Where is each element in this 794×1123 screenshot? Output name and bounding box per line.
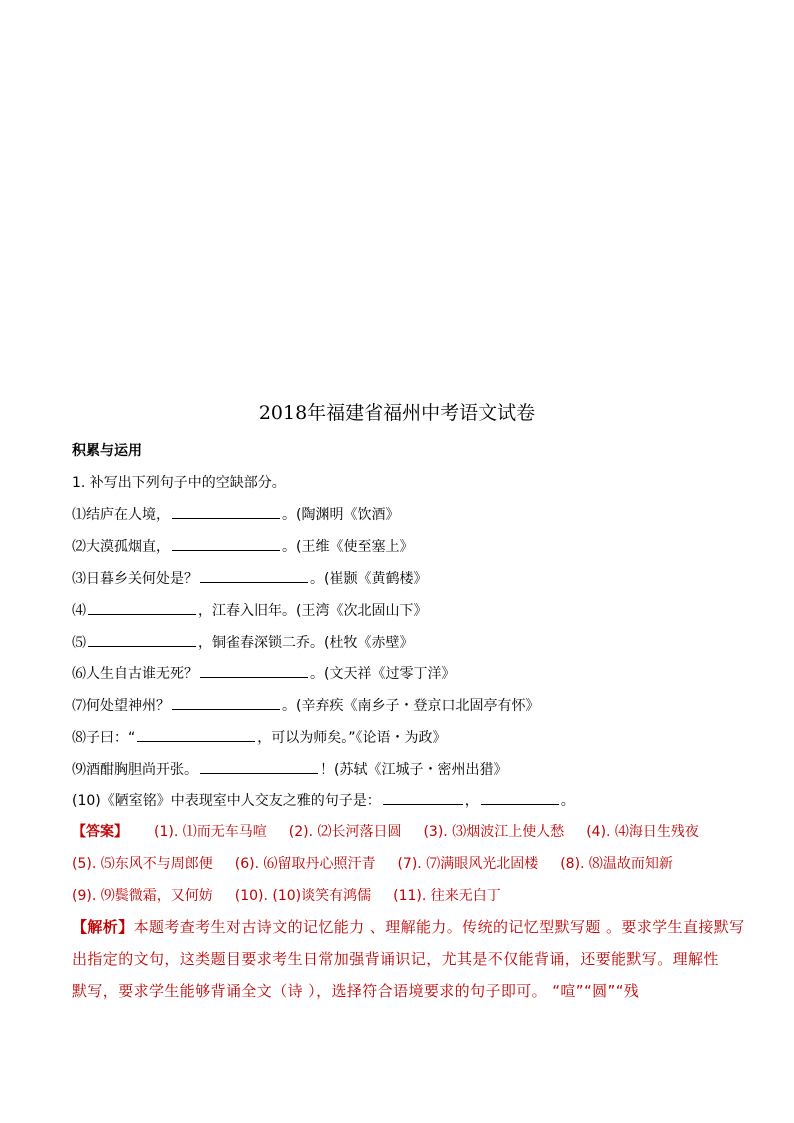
fill-item-source: 。(辛弃疾《南乡子・登京口北固亭有怀》 [282, 698, 540, 714]
fill-item-3 [72, 568, 427, 589]
page-title: 2018年福建省福州中考语文试卷 [258, 402, 536, 424]
fill-item-source: ！(苏轼《江城子・密州出猎》 [320, 762, 508, 778]
fill-item-end: 。 [560, 793, 575, 809]
answer-item: (7). ⑺满眼风光北固楼 [397, 856, 539, 872]
fill-item-text: ⑵大漠孤烟直， [72, 539, 170, 555]
answer-blank[interactable] [172, 536, 280, 551]
fill-item-text: ⑹人生自古谁无死？ [72, 666, 198, 682]
fill-item-source: 。(王维《使至塞上》 [282, 539, 414, 555]
answer-item: (10). (10)谈笑有鸿儒 [234, 888, 372, 904]
section-heading: 积累与运用 [72, 443, 142, 459]
answer-blank[interactable] [200, 568, 308, 583]
fill-item-text: ⑼酒酣胸胆尚开张。 [72, 762, 198, 778]
answer-blank[interactable] [88, 600, 196, 615]
fill-item-text: ⑺何处望神州？ [72, 698, 170, 714]
answer-row-2 [72, 854, 673, 874]
fill-item-text: ⑸ [72, 635, 86, 651]
fill-item-7 [72, 695, 539, 716]
answer-row-3 [72, 886, 501, 906]
fill-item-6 [72, 663, 455, 684]
fill-item-text: ⑷ [72, 603, 86, 619]
answer-item: (6). ⑹留取丹心照汗青 [234, 856, 376, 872]
answer-item: (4). ⑷海日生残夜 [586, 824, 699, 840]
fill-item-source: 。(崔颢《黄鹤楼》 [310, 571, 428, 587]
question-prompt: 1. 补写出下列句子中的空缺部分。 [72, 475, 286, 491]
fill-item-text: (10)《陋室铭》中表现室中人交友之雅的句子是： [72, 793, 381, 809]
answer-item: (1). ⑴而无车马喧 [154, 824, 267, 840]
fill-item-source: ，可以为师矣。”《论语・为政》 [257, 730, 447, 746]
fill-item-2 [72, 536, 413, 557]
answer-blank[interactable] [172, 504, 280, 519]
fill-item-8 [72, 727, 447, 748]
answer-item: (5). ⑸东风不与周郎便 [72, 856, 213, 872]
fill-item-separator: ， [464, 793, 479, 809]
answer-blank[interactable] [383, 790, 463, 805]
answer-blank[interactable] [200, 759, 318, 774]
answer-blank[interactable] [172, 695, 280, 710]
answer-item: (3). ⑶烟波江上使人愁 [423, 824, 565, 840]
fill-item-10 [72, 790, 575, 811]
answer-item: (2). ⑵长河落日圆 [288, 824, 402, 840]
analysis-text: 本题考查考生对古诗文的记忆能力 、理解能力。传统的记忆型默写题 。要求学生直接默写 [133, 918, 745, 936]
answer-item: (8). ⑻温故而知新 [560, 856, 673, 872]
fill-item-1 [72, 504, 399, 525]
fill-item-9 [72, 759, 507, 780]
analysis-line-3: 默写，要求学生能够背诵全文（诗 ），选择符合语境要求的句子即可。 “喧”“圆”“残 [72, 982, 640, 1000]
fill-item-text: ⑴结庐在人境， [72, 507, 170, 523]
answer-item: (9). ⑼鬓微霜，又何妨 [72, 888, 213, 904]
fill-item-text: ⑻子曰：“ [72, 730, 136, 746]
fill-item-5 [72, 632, 413, 653]
analysis-line-1 [72, 917, 745, 937]
fill-item-source: 。(文天祥《过零丁洋》 [310, 666, 456, 682]
fill-item-4 [72, 600, 427, 621]
answer-blank[interactable] [481, 790, 559, 805]
answer-blank[interactable] [200, 663, 308, 678]
fill-item-source: ，铜雀春深锁二乔。(杜牧《赤壁》 [198, 635, 414, 651]
answer-item: (11). 往来无白丁 [393, 888, 501, 904]
fill-item-source: 。(陶渊明《饮酒》 [282, 507, 400, 523]
answer-row-1 [72, 822, 699, 842]
analysis-label: 【解析】 [72, 918, 134, 936]
answer-label: 【答案】 [72, 824, 128, 840]
answer-blank[interactable] [137, 727, 255, 742]
answer-blank[interactable] [88, 632, 196, 647]
fill-item-text: ⑶日暮乡关何处是？ [72, 571, 198, 587]
fill-item-source: ，江春入旧年。(王湾《次北固山下》 [198, 603, 428, 619]
analysis-line-2: 出指定的文句，这类题目要求考生日常加强背诵识记，尤其是不仅能背诵，还要能默写。理解性 [72, 950, 719, 968]
